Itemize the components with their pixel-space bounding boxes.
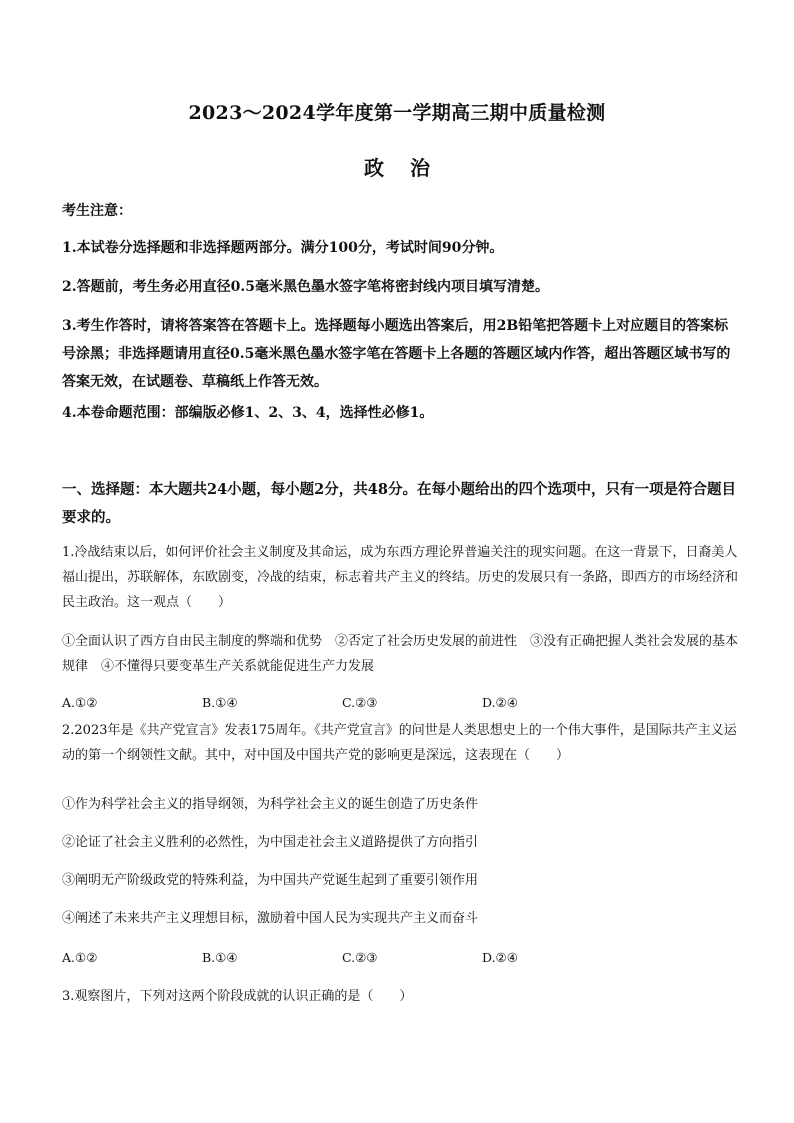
choice-b: B.①④	[202, 695, 238, 710]
choice-c: C.②③	[342, 950, 378, 965]
question-2-option-3: ③阐明无产阶级政党的特殊利益，为中国共产党诞生起到了重要引领作用	[62, 873, 479, 888]
question-2-option-4: ④阐述了未来共产主义理想目标，激励着中国人民为实现共产主义而奋斗	[62, 911, 479, 926]
question-2-option-1: ①作为科学社会主义的指导纲领，为科学社会主义的诞生创造了历史条件	[62, 797, 479, 812]
choice-d: D.②④	[482, 950, 518, 965]
notice-heading: 考生注意：	[62, 203, 132, 219]
choice-a: A.①②	[62, 950, 98, 965]
notice-item-4: 4.本卷命题范围：部编版必修1、2、3、4，选择性必修1。	[62, 405, 434, 421]
question-2-stem: 2.2023年是《共产党宣言》发表175周年。《共产党宣言》的问世是人类思想史上的一个伟大事件，是国际共产主义运动的第一个纲领性文献。其中，对中国及中国共产党的影响更是深远，这表现在（ ）	[62, 723, 737, 763]
question-2-choices	[62, 950, 762, 970]
choice-d: D.②④	[482, 695, 518, 710]
subject-char-1: 政	[364, 156, 384, 180]
question-1-choices	[62, 695, 762, 715]
question-1-options: ①全面认识了西方自由民主制度的弊端和优势 ②否定了社会历史发展的前进性 ③没有正确把握人类社会发展的基本规律 ④不懂得只要变革生产关系就能促进生产力发展	[62, 634, 739, 674]
section-heading: 一、选择题：本大题共24小题，每小题2分，共48分。在每小题给出的四个选项中，只有一项是符合题目要求的。	[62, 481, 736, 526]
exam-title: 2023～2024学年度第一学期高三期中质量检测	[188, 102, 606, 124]
choice-b: B.①④	[202, 950, 238, 965]
notice-item-1: 1.本试卷分选择题和非选择题两部分。满分100分，考试时间90分钟。	[62, 240, 504, 256]
question-1-stem: 1.冷战结束以后，如何评价社会主义制度及其命运，成为东西方理论界普遍关注的现实问题。在这一背景下，日裔美人福山提出，苏联解体，东欧剧变，冷战的结束，标志着共产主义的终结。历史的发展只有一条路，即西方的市场经济和民主政治。这一观点（ ）	[62, 545, 739, 610]
subject-title	[0, 152, 794, 181]
choice-c: C.②③	[342, 695, 378, 710]
notice-item-3: 3.考生作答时，请将答案答在答题卡上。选择题每小题选出答案后，用2B铅笔把答题卡上对应题目的答案标号涂黑；非选择题请用直径0.5毫米黑色墨水签字笔在答题卡上各题的答题区域内作答，超出答题区域书写的答案无效，在试题卷、草稿纸上作答无效。	[62, 318, 731, 390]
notice-item-2: 2.答题前，考生务必用直径0.5毫米黑色墨水签字笔将密封线内项目填写清楚。	[62, 279, 549, 295]
choice-a: A.①②	[62, 695, 98, 710]
question-3-stem: 3.观察图片，下列对这两个阶段成就的认识正确的是（ ）	[62, 989, 413, 1004]
question-2-option-2: ②论证了社会主义胜利的必然性，为中国走社会主义道路提供了方向指引	[62, 835, 479, 850]
subject-char-2: 治	[410, 156, 430, 180]
